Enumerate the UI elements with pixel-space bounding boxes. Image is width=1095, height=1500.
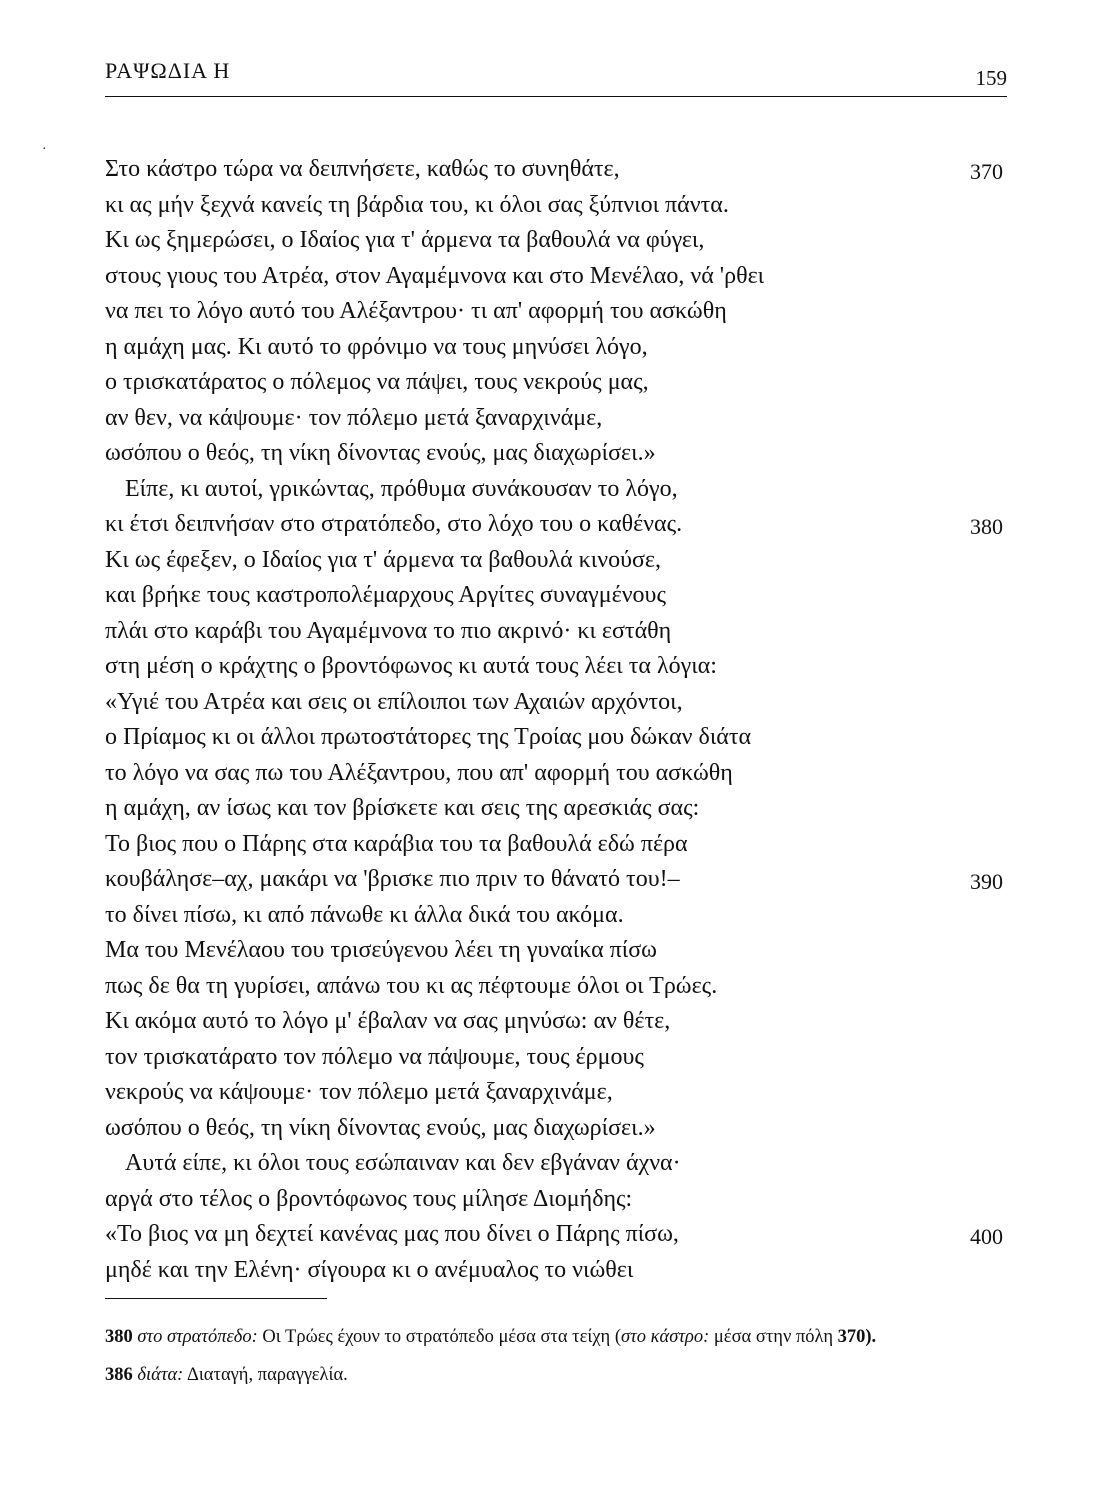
footnote-text: Διαταγή, παραγγελία. bbox=[186, 1365, 348, 1385]
page-header bbox=[105, 58, 1007, 98]
footnote-verse-ref: 370 bbox=[837, 1327, 866, 1347]
verse-text: πλάι στο καράβι του Αγαμέμνονα το πιο ακρινό· κι εστάθη bbox=[105, 617, 672, 644]
verse-text: Το βιος που ο Πάρης στα καράβια του τα βαθουλά εδώ πέρα bbox=[105, 830, 688, 857]
verse-text: κι ας μήν ξεχνά κανείς τη βάρδια του, κι όλοι σας ξύπνιοι πάντα. bbox=[105, 191, 729, 218]
verse-text: νεκρούς να κάψουμε· τον πόλεμο μετά ξαναρχινάμε, bbox=[105, 1079, 613, 1105]
verse-line bbox=[105, 685, 1007, 721]
line-number: 390 bbox=[970, 869, 1003, 894]
verse-line bbox=[105, 1253, 1007, 1289]
verse-line bbox=[105, 259, 1007, 295]
verse-line bbox=[105, 365, 1007, 401]
verse-text: αργά στο τέλος ο βροντόφωνος τους μίλησε Διομήδης: bbox=[105, 1185, 633, 1212]
verse-text: ο τρισκατάρατος ο πόλεμος να πάψει, τους νεκρούς μας, bbox=[105, 369, 649, 395]
verse-line bbox=[105, 1004, 1007, 1040]
verse-line bbox=[105, 188, 1007, 224]
footnote-term: στο στρατόπεδο: bbox=[137, 1327, 258, 1347]
footnote-rule bbox=[105, 1298, 327, 1299]
footnote-number: 386 bbox=[105, 1365, 133, 1385]
verse-line bbox=[105, 898, 1007, 934]
verse-text: Κι ως ξημερώσει, ο Ιδαίος για τ' άρμενα τα βαθουλά να φύγει, bbox=[105, 227, 705, 253]
verse-line bbox=[105, 614, 1007, 650]
verse-text: η αμάχη, αν ίσως και τον βρίσκετε και σεις της αρεσκιάς σας: bbox=[105, 795, 700, 821]
verse-line bbox=[105, 827, 1007, 863]
verse-text: να πει το λόγο αυτό του Αλέξαντρου· τι απ' αφορμή του ασκώθη bbox=[105, 298, 727, 324]
verse-text: ωσόπου ο θεός, τη νίκη δίνοντας ενούς, μας διαχωρίσει.» bbox=[105, 1114, 656, 1141]
verse-line bbox=[105, 223, 1007, 259]
verse-text: Είπε, κι αυτοί, γρικώντας, πρόθυμα συνάκουσαν το λόγο, bbox=[125, 475, 678, 502]
verse-line bbox=[105, 1182, 1007, 1218]
verse-line bbox=[105, 294, 1007, 330]
footnote-386 bbox=[105, 1360, 945, 1390]
verse-text: κουβάλησε–αχ, μακάρι να 'βρισκε πιο πριν το θάνατό του!– bbox=[105, 866, 680, 892]
verse-line bbox=[105, 933, 1007, 969]
footnotes bbox=[105, 1322, 945, 1398]
footnote-inner-term: στο κάστρο: bbox=[621, 1327, 710, 1347]
verse-text: η αμάχη μας. Κι αυτό το φρόνιμο να τους μηνύσει λόγο, bbox=[105, 333, 648, 360]
footnote-380 bbox=[105, 1322, 945, 1352]
footnote-text: Οι Τρώες έχουν το στρατόπεδο μέσα στα τείχη ( bbox=[262, 1327, 622, 1347]
poem-text bbox=[105, 152, 1007, 1288]
verse-line bbox=[105, 791, 1007, 827]
verse-line bbox=[105, 543, 1007, 579]
line-number: 400 bbox=[970, 1224, 1003, 1249]
verse-line bbox=[105, 1111, 1007, 1147]
verse-text: τον τρισκατάρατο τον πόλεμο να πάψουμε, τους έρμους bbox=[105, 1043, 644, 1070]
verse-line bbox=[105, 330, 1007, 366]
verse-text: ωσόπου ο θεός, τη νίκη δίνοντας ενούς, μας διαχωρίσει.» bbox=[105, 440, 656, 466]
verse-text: Κι ως έφεξεν, ο Ιδαίος για τ' άρμενα τα βαθουλά κινούσε, bbox=[105, 546, 661, 573]
verse-line bbox=[105, 756, 1007, 792]
verse-text: ο Πρίαμος κι οι άλλοι πρωτοστάτορες της Τροίας μου δώκαν διάτα bbox=[105, 724, 752, 750]
footnote-text-after: μέσα στην πόλη bbox=[713, 1327, 834, 1347]
verse-line bbox=[105, 969, 1007, 1005]
page-number: 159 bbox=[975, 66, 1007, 90]
verse-line bbox=[105, 472, 1007, 508]
verse-text: «Υγιέ του Ατρέα και σεις οι επίλοιποι των Αχαιών αρχόντοι, bbox=[105, 688, 683, 715]
verse-line bbox=[105, 152, 1007, 188]
verse-line bbox=[105, 578, 1007, 614]
verse-text: Κι ακόμα αυτό το λόγο μ' έβαλαν να σας μηνύσω: αν θέτε, bbox=[105, 1008, 671, 1034]
verse-line bbox=[105, 862, 1007, 898]
verse-text: και βρήκε τους καστροπολέμαρχους Αργίτες συναγμένους bbox=[105, 582, 666, 608]
verse-line bbox=[105, 436, 1007, 472]
verse-text: το λόγο να σας πω του Αλέξαντρου, που απ' αφορμή του ασκώθη bbox=[105, 759, 733, 786]
footnote-number: 380 bbox=[105, 1327, 133, 1347]
verse-text: κι έτσι δειπνήσαν στο στρατόπεδο, στο λόχο του ο καθένας. bbox=[105, 511, 683, 537]
line-number: 380 bbox=[970, 514, 1003, 539]
verse-line bbox=[105, 1217, 1007, 1253]
verse-text: στους γιους του Ατρέα, στον Αγαμέμνονα και στο Μενέλαο, νά 'ρθει bbox=[105, 262, 765, 289]
verse-line bbox=[105, 649, 1007, 685]
verse-text: «Το βιος να μη δεχτεί κανένας μας που δίνει ο Πάρης πίσω, bbox=[105, 1221, 679, 1247]
verse-text: αν θεν, να κάψουμε· τον πόλεμο μετά ξαναρχινάμε, bbox=[105, 404, 603, 431]
header-rule bbox=[105, 96, 1007, 97]
verse-line bbox=[105, 1146, 1007, 1182]
verse-text: Αυτά είπε, κι όλοι τους εσώπαιναν και δεν εβγάναν άχνα· bbox=[125, 1150, 681, 1176]
verse-line bbox=[105, 720, 1007, 756]
stray-mark: · bbox=[42, 142, 47, 157]
line-number: 370 bbox=[970, 159, 1003, 184]
verse-text: το δίνει πίσω, κι από πάνωθε κι άλλα δικά του ακόμα. bbox=[105, 901, 624, 928]
verse-text: μηδέ και την Ελένη· σίγουρα κι ο ανέμυαλος το νιώθει bbox=[105, 1256, 634, 1283]
verse-text: πως δε θα τη γυρίσει, απάνω του κι ας πέφτουμε όλοι οι Τρώες. bbox=[105, 972, 718, 999]
verse-line bbox=[105, 507, 1007, 543]
verse-text: Στο κάστρο τώρα να δειπνήσετε, καθώς το συνηθάτε, bbox=[105, 156, 620, 182]
verse-line bbox=[105, 401, 1007, 437]
verse-text: Μα του Μενέλαου του τρισεύγενου λέει τη γυναίκα πίσω bbox=[105, 937, 657, 963]
verse-text: στη μέση ο κράχτης ο βροντόφωνος κι αυτά τους λέει τα λόγια: bbox=[105, 653, 717, 679]
running-title: ΡΑΨΩΔΙΑ Η bbox=[105, 58, 231, 83]
verse-line bbox=[105, 1040, 1007, 1076]
footnote-closing: ). bbox=[865, 1327, 877, 1347]
verse-line bbox=[105, 1075, 1007, 1111]
footnote-term: διάτα: bbox=[137, 1365, 184, 1385]
